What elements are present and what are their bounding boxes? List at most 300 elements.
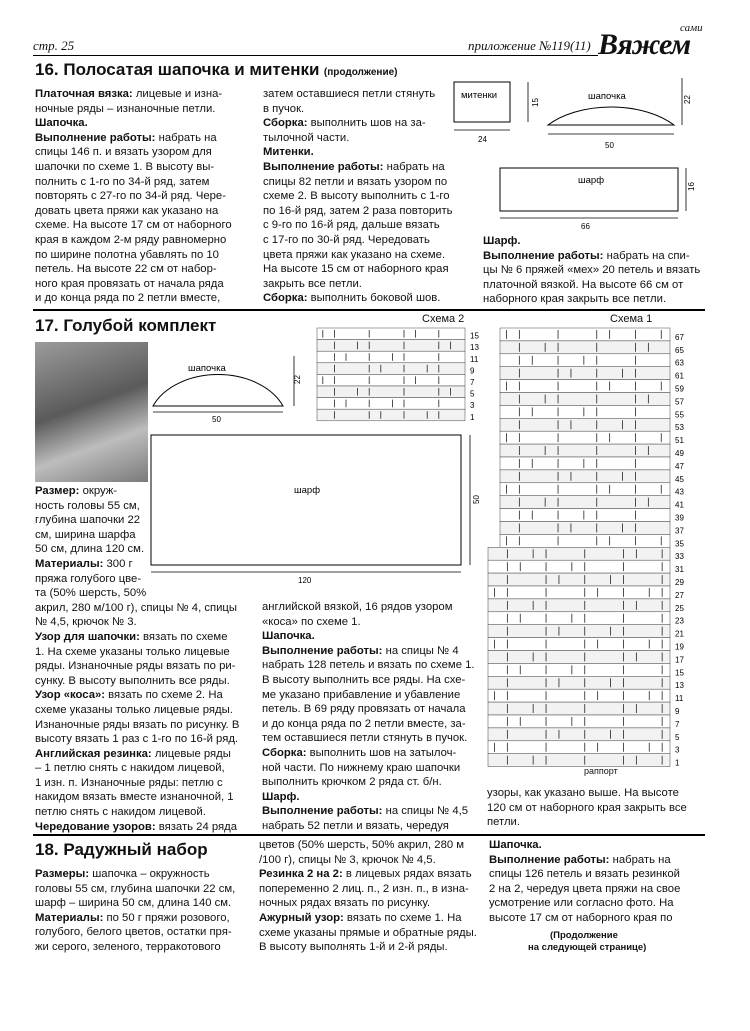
row-number: 9 bbox=[470, 366, 475, 376]
text-run: 120 см от наборного края закрыть все bbox=[487, 801, 687, 814]
text-run: сунку. В высоту выполнить все ряды. bbox=[35, 674, 230, 687]
bold-run: Чередование узоров: bbox=[35, 820, 156, 833]
grid-row bbox=[488, 754, 670, 767]
text-run: спицы 146 п. и вязать узором для bbox=[35, 146, 212, 159]
text-line bbox=[35, 615, 247, 630]
mitten-width: 24 bbox=[478, 135, 487, 144]
text-line bbox=[35, 790, 247, 805]
section-18-column-2 bbox=[259, 838, 484, 955]
text-line bbox=[263, 131, 453, 146]
row-number: 5 bbox=[470, 389, 475, 399]
text-run: жи серого, зеленого, терракотового bbox=[35, 940, 221, 953]
text-line bbox=[262, 717, 478, 732]
bold-run: Сборка: bbox=[263, 117, 308, 130]
scarf-width: 120 bbox=[298, 576, 312, 585]
text-line bbox=[35, 747, 247, 762]
text-line bbox=[263, 218, 453, 233]
text-run: головы 55 см, глубина шапочки 22 см, bbox=[35, 882, 236, 895]
bold-run: Шарф. bbox=[262, 790, 300, 803]
text-line bbox=[35, 688, 247, 703]
row-number: 61 bbox=[675, 371, 684, 381]
text-line bbox=[259, 838, 484, 853]
grid-row bbox=[488, 676, 670, 689]
text-run: набрать 52 петли и вязать, чередуя bbox=[262, 819, 449, 832]
text-line bbox=[35, 102, 260, 117]
grid-row bbox=[488, 560, 670, 573]
text-run: набрать на bbox=[609, 853, 671, 866]
row-number: 39 bbox=[675, 513, 684, 523]
text-run: высоте 17 см от наборного края по bbox=[489, 911, 673, 924]
mitten-label: митенки bbox=[461, 90, 498, 101]
text-run: и до конца ряда по 2 петли вместе, за- bbox=[262, 717, 466, 730]
continued-note-2: на следующей странице) bbox=[528, 942, 647, 953]
text-run: тем оставшиеся петли стянуть в пучок. bbox=[262, 732, 468, 745]
text-run: шапочки по схеме 1. В высоту вы- bbox=[35, 160, 215, 173]
text-run: петлю снять с накидом лицевой. bbox=[35, 806, 206, 819]
grid-row bbox=[317, 340, 465, 352]
row-number: 65 bbox=[675, 345, 684, 355]
text-line bbox=[35, 204, 260, 219]
text-run: петли. bbox=[487, 816, 520, 829]
section-title: 16. Полосатая шапочка и митенки bbox=[35, 60, 320, 79]
section-16-column-2 bbox=[263, 87, 453, 306]
text-run: на спицы № 4,5 bbox=[382, 805, 469, 818]
bold-run: Шапочка. bbox=[35, 117, 88, 130]
row-number: 63 bbox=[675, 358, 684, 368]
text-line bbox=[35, 557, 247, 572]
text-run: цвета пряжи как указано на схеме. bbox=[263, 248, 446, 261]
grid-row bbox=[500, 393, 670, 406]
row-number: 3 bbox=[675, 745, 680, 755]
text-line bbox=[259, 940, 484, 955]
row-number: 29 bbox=[675, 578, 684, 587]
row-number: 57 bbox=[675, 397, 684, 407]
row-number: 1 bbox=[675, 758, 680, 768]
grid-row bbox=[500, 418, 670, 431]
section-16-title bbox=[35, 60, 398, 80]
text-run: голубого, белого цветов, остатки пря- bbox=[35, 926, 232, 939]
section-17-middle-text bbox=[262, 600, 478, 834]
text-line bbox=[263, 175, 453, 190]
grid-row bbox=[488, 638, 670, 651]
text-line bbox=[35, 925, 250, 940]
text-run: тылочной части. bbox=[263, 131, 350, 144]
text-run: ряды. Изнаночные ряды вязать по ри- bbox=[35, 660, 236, 673]
row-number: 9 bbox=[675, 707, 680, 716]
bold-run: Шапочка. bbox=[262, 630, 315, 643]
row-number: 49 bbox=[675, 449, 684, 458]
text-run: ночные ряды – изнаночные петли. bbox=[35, 102, 216, 115]
section-separator bbox=[33, 309, 705, 311]
grid-row bbox=[317, 351, 465, 363]
text-run: закрыть все петли. bbox=[263, 277, 362, 290]
section-18-title bbox=[35, 840, 208, 860]
text-run: ночных рядах вязать по рисунку. bbox=[259, 897, 431, 910]
text-line bbox=[35, 277, 260, 292]
grid-row bbox=[500, 328, 670, 341]
text-line bbox=[35, 528, 247, 543]
text-run: полнить с 1-го по 34-й ряд, затем bbox=[35, 175, 210, 188]
grid-row bbox=[488, 573, 670, 586]
grid-row bbox=[488, 612, 670, 625]
row-number: 45 bbox=[675, 474, 684, 484]
schema-2-grid bbox=[315, 326, 490, 422]
grid-row bbox=[500, 534, 670, 547]
text-line bbox=[35, 703, 247, 718]
grid-row bbox=[317, 386, 465, 398]
text-line bbox=[263, 116, 453, 131]
text-run: на спицы № 4 bbox=[382, 644, 459, 657]
scarf-height: 50 bbox=[472, 495, 481, 504]
text-line bbox=[263, 145, 453, 160]
text-run: по ширине полотна убавлять по 10 bbox=[35, 248, 219, 261]
text-run: цы № 6 пряжей «мех» 20 петель и вязать bbox=[483, 264, 701, 277]
hat-diagram-17 bbox=[153, 356, 302, 424]
text-run: вязать по схеме 2. На bbox=[105, 689, 223, 702]
text-line bbox=[35, 896, 250, 911]
bold-run: Выполнение работы: bbox=[262, 644, 383, 657]
text-line bbox=[262, 761, 478, 776]
hat-diagram-16 bbox=[548, 78, 692, 150]
section-18-column-1 bbox=[35, 867, 250, 955]
text-run: спицы 82 петли и вязать узором по bbox=[263, 175, 448, 188]
text-line bbox=[262, 688, 478, 703]
text-run: с 9-го по 16-й ряд, дальше вязать bbox=[263, 219, 440, 232]
text-run: высоту вязать 1 раз с 1-го по 16-й ряд. bbox=[35, 733, 239, 746]
row-number: 41 bbox=[675, 500, 684, 510]
row-number: 21 bbox=[675, 629, 684, 639]
text-line bbox=[35, 248, 260, 263]
text-line bbox=[489, 911, 714, 926]
row-number: 47 bbox=[675, 461, 684, 471]
text-run: шапочка – окружность bbox=[89, 868, 210, 880]
text-run: петель. В 69 ряду провязать от начала bbox=[262, 703, 466, 716]
hat-width: 50 bbox=[605, 141, 614, 150]
grid-row bbox=[488, 547, 670, 560]
text-line bbox=[35, 262, 260, 277]
text-line bbox=[262, 658, 478, 673]
text-run: вязать по схеме bbox=[139, 630, 228, 643]
row-number: 59 bbox=[675, 384, 684, 394]
bold-run: Размер: bbox=[35, 485, 80, 497]
text-line bbox=[263, 189, 453, 204]
text-line bbox=[35, 499, 247, 514]
row-number: 67 bbox=[675, 332, 684, 342]
text-line bbox=[35, 131, 260, 146]
text-line bbox=[263, 233, 453, 248]
text-run: по 16-й ряд, затем 2 раза повторить bbox=[263, 204, 453, 217]
row-number: 23 bbox=[675, 616, 684, 626]
row-number: 43 bbox=[675, 487, 684, 497]
schema-2-title: Схема 2 bbox=[422, 313, 465, 325]
text-run: глубина шапочки 22 bbox=[35, 514, 141, 527]
text-line bbox=[35, 116, 260, 131]
text-run: /100 г), спицы № 3, крючок № 4,5. bbox=[259, 853, 436, 866]
row-number: 53 bbox=[675, 423, 684, 433]
page-number: стр. 25 bbox=[33, 38, 75, 53]
section-17-right-text bbox=[487, 786, 712, 830]
text-line bbox=[259, 911, 484, 926]
bold-run: Материалы: bbox=[35, 911, 104, 924]
scarf-height: 16 bbox=[687, 182, 696, 191]
row-number: 17 bbox=[675, 655, 684, 665]
hat-height: 22 bbox=[293, 375, 302, 384]
section-title: 18. Радужный набор bbox=[35, 840, 208, 859]
text-run: «коса» по схеме 1. bbox=[262, 615, 361, 628]
text-run: схеме указаны только лицевые ряды. bbox=[35, 703, 233, 716]
logo-small-text: сами bbox=[680, 22, 703, 34]
schema-1-grid bbox=[480, 326, 708, 778]
text-run: ме указано прибавление и убавление bbox=[262, 688, 461, 701]
text-run: та (50% шерсть, 50% bbox=[35, 587, 147, 600]
row-number: 1 bbox=[470, 412, 475, 422]
text-line bbox=[487, 786, 712, 801]
text-line bbox=[262, 600, 478, 615]
text-line bbox=[262, 819, 478, 834]
text-line bbox=[263, 102, 453, 117]
text-line bbox=[483, 278, 713, 293]
grid-row bbox=[500, 354, 670, 367]
row-number: 35 bbox=[675, 539, 684, 549]
grid-row bbox=[488, 728, 670, 741]
grid-row bbox=[500, 470, 670, 483]
row-number: 15 bbox=[470, 331, 479, 341]
grid-row bbox=[488, 599, 670, 612]
text-line bbox=[35, 867, 250, 882]
grid-row bbox=[488, 702, 670, 715]
text-run: с 17-го по 30-й ряд. Чередовать bbox=[263, 233, 430, 246]
text-run: вязать по схеме 1. На bbox=[343, 911, 462, 924]
text-run: набрать 128 петель и вязать по схеме 1. bbox=[262, 659, 475, 672]
grid-row bbox=[500, 444, 670, 457]
text-line bbox=[35, 87, 260, 102]
row-number: 7 bbox=[675, 719, 680, 729]
text-run: по 50 г пряжи розового, bbox=[103, 911, 230, 924]
text-line bbox=[262, 790, 478, 805]
text-line bbox=[35, 233, 260, 248]
hat-height: 22 bbox=[683, 95, 692, 104]
text-run: акрил, 280 м/100 г), спицы № 4, спицы bbox=[35, 601, 238, 614]
row-number: 11 bbox=[470, 354, 479, 364]
text-line bbox=[262, 615, 478, 630]
text-run: В высоту выполнять 1-й и 2-й ряды. bbox=[259, 941, 448, 954]
grid-row bbox=[500, 341, 670, 354]
bold-run: Выполнение работы: bbox=[263, 160, 384, 173]
text-line bbox=[35, 601, 247, 616]
text-run: На высоте 15 см от наборного края bbox=[263, 263, 449, 276]
grid-row bbox=[488, 741, 670, 754]
bold-run: Выполнение работы: bbox=[35, 131, 156, 144]
text-line bbox=[262, 644, 478, 659]
grid-row bbox=[500, 483, 670, 496]
text-line bbox=[259, 896, 484, 911]
bold-run: Выполнение работы: bbox=[262, 805, 383, 818]
text-run: ного края провязать от начала ряда bbox=[35, 277, 224, 290]
text-run: пряжа голубого цве- bbox=[35, 572, 142, 585]
text-run: в пучок. bbox=[263, 102, 305, 115]
text-line bbox=[35, 940, 250, 955]
text-run: цветов (50% шерсть, 50% акрил, 280 м bbox=[259, 839, 465, 851]
hat-label: шапочка bbox=[188, 363, 226, 374]
section-separator bbox=[33, 834, 705, 836]
bold-run: Ажурный узор: bbox=[259, 911, 344, 924]
text-line bbox=[487, 801, 712, 816]
text-line bbox=[35, 484, 247, 499]
text-line bbox=[262, 804, 478, 819]
hat-width: 50 bbox=[212, 415, 221, 424]
text-line bbox=[35, 732, 247, 747]
schema-1-title: Схема 1 bbox=[610, 313, 653, 325]
text-run: – 1 петлю снять с накидом лицевой, bbox=[35, 762, 225, 775]
text-line bbox=[35, 820, 247, 835]
text-line bbox=[262, 629, 478, 644]
grid-row bbox=[317, 409, 465, 421]
text-run: набрать на bbox=[155, 131, 217, 144]
scarf-label: шарф bbox=[578, 175, 605, 186]
text-run: лицевые и изна- bbox=[132, 88, 223, 100]
text-line bbox=[489, 896, 714, 911]
text-run: выполнить крючком 2 ряда ст. б/н. bbox=[262, 776, 442, 789]
text-run: В высоту выполнить все ряды. На схе- bbox=[262, 673, 466, 686]
text-run: 50 см, длина 120 см. bbox=[35, 543, 145, 556]
text-run: лицевые ряды bbox=[151, 747, 231, 760]
row-number: 15 bbox=[675, 668, 684, 678]
bold-run: Выполнение работы: bbox=[489, 853, 610, 866]
section-subtitle: (продолжение) bbox=[323, 67, 398, 78]
text-run: см, ширина шарфа bbox=[35, 528, 136, 541]
text-run: затем оставшиеся петли стянуть bbox=[263, 88, 436, 100]
text-line bbox=[259, 882, 484, 897]
row-number: 13 bbox=[675, 681, 684, 691]
bold-run: Шарф. bbox=[483, 235, 521, 247]
bold-run: Сборка: bbox=[263, 292, 308, 305]
text-run: платочной вязкой. На высоте 66 см от bbox=[483, 278, 684, 291]
text-run: схеме указаны прямые и обратные ряды. bbox=[259, 926, 477, 939]
grid-row bbox=[488, 715, 670, 728]
text-run: 2 на 2, чередуя цвета пряжи на свое bbox=[489, 882, 681, 895]
text-line bbox=[263, 262, 453, 277]
text-line bbox=[263, 248, 453, 263]
text-line bbox=[35, 882, 250, 897]
text-line bbox=[483, 263, 713, 278]
text-run: узоры, как указано выше. На высоте bbox=[487, 787, 679, 799]
grid-row bbox=[500, 509, 670, 522]
text-run: 1 изн. п. Изнаночные ряды: петлю с bbox=[35, 776, 223, 789]
section-16-column-1 bbox=[35, 87, 260, 306]
section-16-diagrams bbox=[448, 72, 710, 237]
bold-run: Выполнение работы: bbox=[483, 249, 604, 262]
continued-note-1: (Продолжение bbox=[550, 930, 618, 941]
row-number: 3 bbox=[470, 401, 475, 411]
text-line bbox=[263, 277, 453, 292]
grid-row bbox=[317, 363, 465, 375]
row-number: 19 bbox=[675, 642, 684, 652]
text-run: № 4,5, крючок № 3. bbox=[35, 616, 137, 629]
text-line bbox=[263, 160, 453, 175]
text-line bbox=[35, 911, 250, 926]
text-run: выполнить боковой шов. bbox=[307, 292, 441, 305]
text-line bbox=[35, 189, 260, 204]
grid-row bbox=[488, 651, 670, 664]
row-number: 55 bbox=[675, 410, 684, 420]
text-run: набрать на спи- bbox=[603, 249, 690, 262]
text-line bbox=[263, 204, 453, 219]
section-18-column-3 bbox=[489, 838, 714, 926]
text-run: петель. На высоте 22 см от набор- bbox=[35, 263, 217, 276]
text-run: схеме. На высоте 17 см от наборного bbox=[35, 219, 232, 232]
text-line bbox=[35, 776, 247, 791]
grid-row bbox=[500, 405, 670, 418]
text-run: английской вязкой, 16 рядов узором bbox=[262, 601, 453, 613]
text-run: Изнаночные ряды вязать по рисунку. В bbox=[35, 718, 240, 731]
row-number: 7 bbox=[470, 378, 475, 387]
bold-run: Английская резинка: bbox=[35, 747, 152, 760]
scarf-diagram-16 bbox=[500, 168, 696, 231]
scarf-width: 66 bbox=[581, 222, 590, 231]
row-number: 5 bbox=[675, 732, 680, 742]
text-line bbox=[489, 882, 714, 897]
text-line bbox=[35, 291, 260, 306]
text-line bbox=[259, 926, 484, 941]
text-line bbox=[35, 761, 247, 776]
bold-run: Митенки. bbox=[263, 146, 314, 159]
text-run: выполнить шов на за- bbox=[307, 117, 426, 130]
text-run: вязать 24 ряда bbox=[155, 820, 238, 833]
text-line bbox=[35, 645, 247, 660]
bold-run: Узор «коса»: bbox=[35, 689, 106, 702]
text-line bbox=[35, 586, 247, 601]
text-run: накидом вязать вместе изнаночной, 1 bbox=[35, 791, 234, 804]
text-line bbox=[263, 291, 453, 306]
supplement-label: приложение №119(11) bbox=[468, 38, 591, 53]
header-rule bbox=[33, 55, 598, 56]
text-line bbox=[489, 838, 714, 853]
text-line bbox=[35, 218, 260, 233]
text-line bbox=[262, 746, 478, 761]
bold-run: Платочная вязка: bbox=[35, 88, 133, 100]
text-line bbox=[262, 775, 478, 790]
scarf-label: шарф bbox=[294, 485, 321, 496]
section-title: 17. Голубой комплект bbox=[35, 316, 217, 335]
text-run: и до конца ряда по 2 петли вместе, bbox=[35, 292, 221, 305]
grid-row bbox=[500, 380, 670, 393]
text-line bbox=[35, 718, 247, 733]
text-line bbox=[263, 87, 453, 102]
grid-row bbox=[317, 328, 465, 340]
text-run: наборного края закрыть все петли. bbox=[483, 293, 667, 306]
grid-row bbox=[488, 689, 670, 702]
grid-row bbox=[500, 457, 670, 470]
text-run: в лицевых рядах вязать bbox=[342, 868, 472, 881]
grid-row bbox=[488, 663, 670, 676]
bold-run: Сборка: bbox=[262, 746, 307, 759]
text-line bbox=[259, 853, 484, 868]
text-run: ной части. По нижнему краю шапочки bbox=[262, 761, 461, 774]
text-line bbox=[483, 292, 713, 307]
grid-row bbox=[317, 374, 465, 386]
text-line bbox=[35, 160, 260, 175]
bold-run: Резинка 2 на 2: bbox=[259, 868, 343, 881]
text-line bbox=[35, 513, 247, 528]
row-number: 33 bbox=[675, 552, 684, 562]
grid-row bbox=[488, 625, 670, 638]
section-16-column-3 bbox=[483, 234, 713, 307]
text-run: попеременно 2 лиц. п., 2 изн. п., в изна- bbox=[259, 882, 469, 895]
text-run: схеме 2. В высоту выполнить с 1-го bbox=[263, 190, 450, 203]
text-line bbox=[262, 731, 478, 746]
bold-run: Материалы: bbox=[35, 557, 104, 570]
text-line bbox=[262, 673, 478, 688]
